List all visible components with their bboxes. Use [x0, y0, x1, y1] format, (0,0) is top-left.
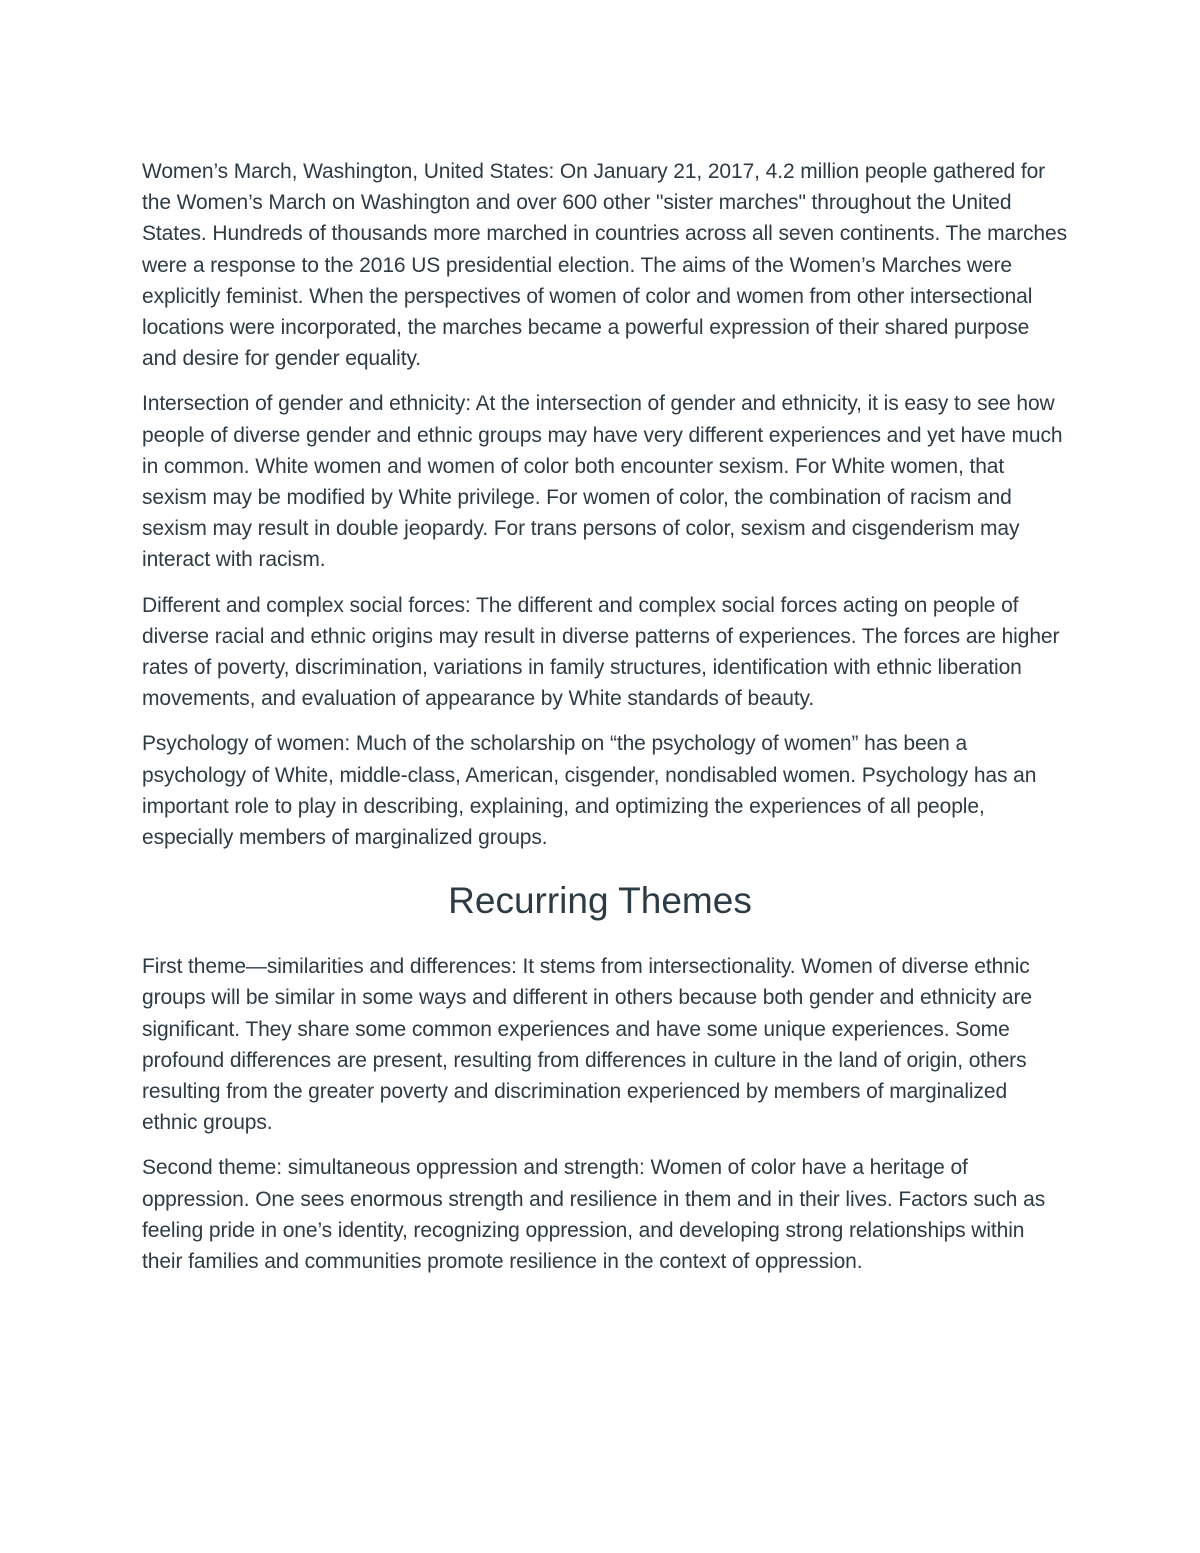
document-body [142, 156, 1067, 1291]
paragraph-social-forces: Different and complex social forces: The different and complex social forces acting on people of diverse racial and ethnic origins may result in diverse patterns of experiences. The forces are higher rates of poverty, discrimination, variations in family structures, identification with ethnic liberation movements, and evaluation of appearance by White standards of beauty. [142, 593, 1060, 711]
paragraph-second-theme: Second theme: simultaneous oppression and strength: Women of color have a heritage of oppression. One sees enormous strength and resilience in them and in their lives. Factors such as feeling pride in one’s identity, recognizing oppression, and developing strong relationships within their families and communities promote resilience in the context of oppression. [142, 1156, 1046, 1274]
paragraph-intersection-gender-ethnicity: Intersection of gender and ethnicity: At the intersection of gender and ethnicity, it is easy to see how people of diverse gender and ethnic groups may have very different experiences and yet have much in common. White women and women of color both encounter sexism. For White women, that sexism may be modified by White privilege. For women of color, the combination of racism and sexism may result in double jeopardy. For trans persons of color, sexism and cisgenderism may interact with racism. [142, 392, 1063, 572]
paragraph-first-theme: First theme—similarities and differences: It stems from intersectionality. Women of diverse ethnic groups will be similar in some ways and different in others because both gender and ethnicity are significant. They share some common experiences and have some unique experiences. Some profound differences are present, resulting from differences in culture in the land of origin, others resulting from the greater poverty and discrimination experienced by members of marginalized ethnic groups. [142, 955, 1032, 1135]
paragraph-womens-march: Women’s March, Washington, United States: On January 21, 2017, 4.2 million people gathered for the Women’s March on Washington and over 600 other "sister marches" throughout the United States. Hundreds of thousands more marched in countries across all seven continents. The marches were a response to the 2016 US presidential election. The aims of the Women’s Marches were explicitly feminist. When the perspectives of women of color and women from other intersectional locations were incorporated, the marches became a powerful expression of their shared purpose and desire for gender equality. [142, 160, 1067, 371]
section-heading-recurring-themes: Recurring Themes [448, 880, 752, 922]
paragraph-psychology-of-women: Psychology of women: Much of the scholarship on “the psychology of women” has been a psychology of White, middle-class, American, cisgender, nondisabled women. Psychology has an important role to play in describing, explaining, and optimizing the experiences of all people, especially members of marginalized groups. [142, 732, 1037, 850]
